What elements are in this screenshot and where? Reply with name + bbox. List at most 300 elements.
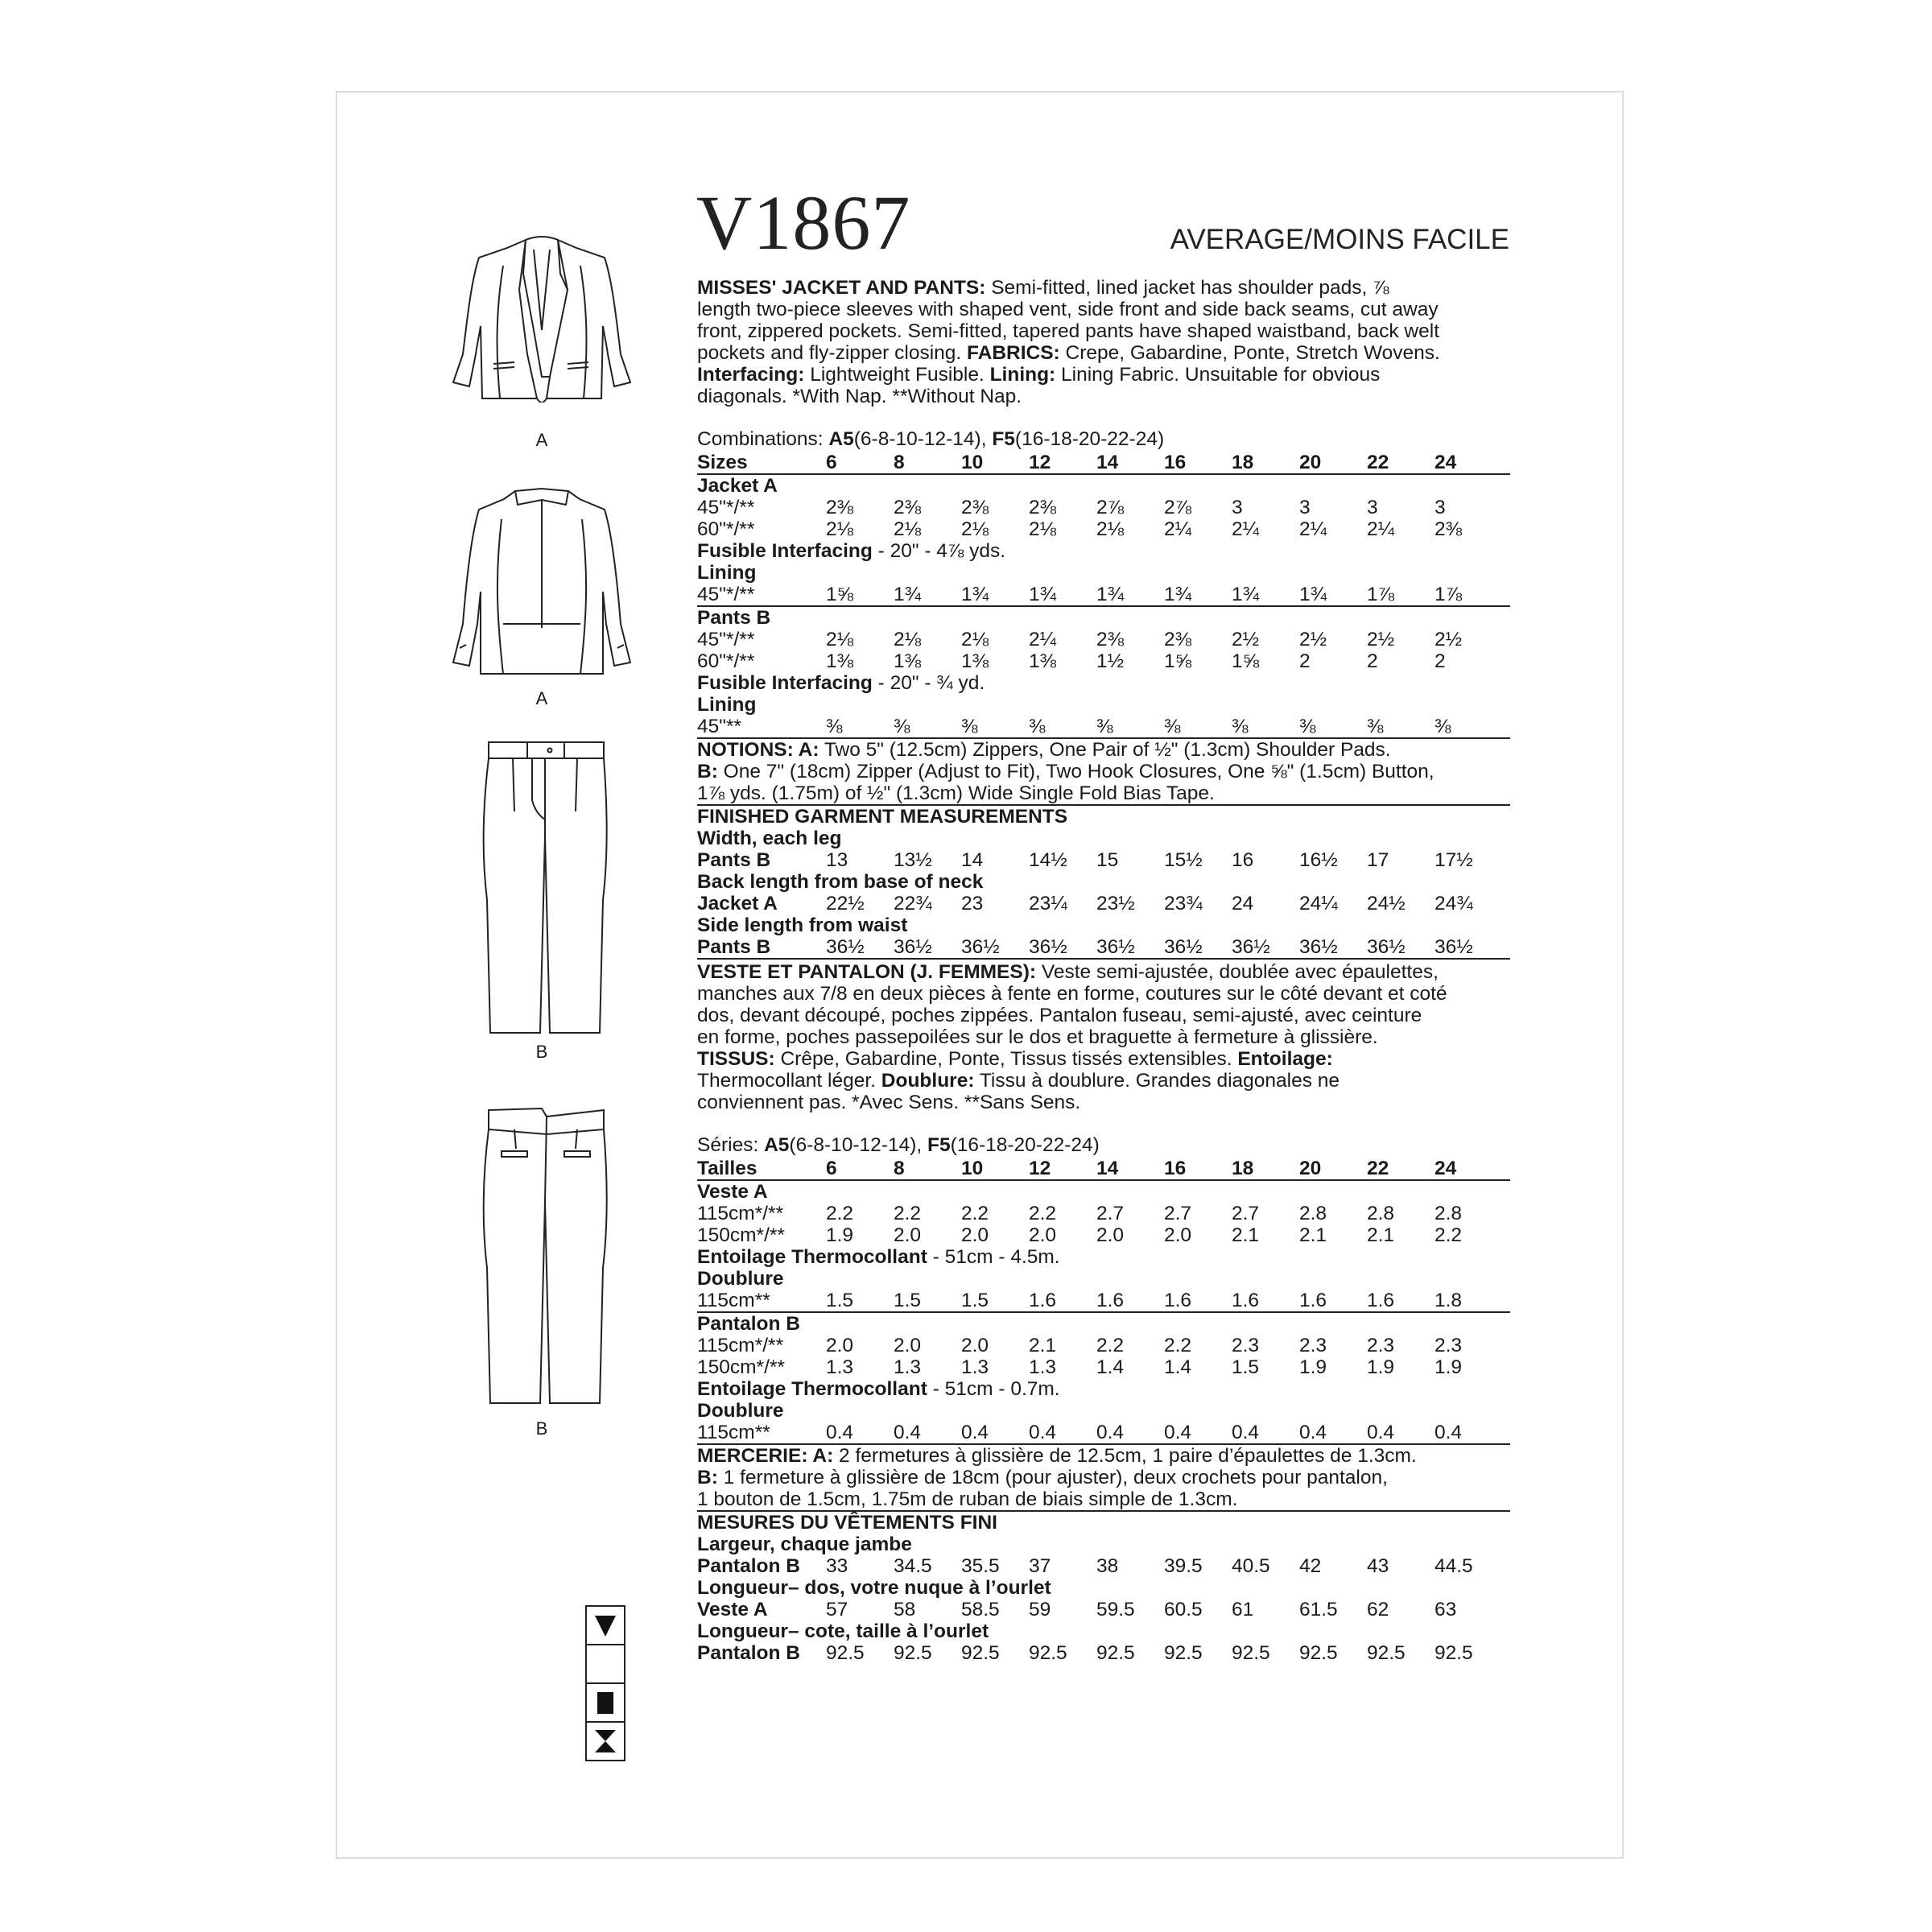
entoilage-label: Entoilage: [1237, 1048, 1333, 1070]
fabrics-text: Crepe, Gabardine, Ponte, Stretch Wovens. [1065, 342, 1440, 364]
interfacing-row [697, 1246, 1510, 1268]
notions-b-label: B: [697, 761, 718, 782]
table-cell: 34.5 [894, 1555, 932, 1577]
table-cell: 3 [1367, 497, 1378, 518]
row-label: 45"*/** [697, 497, 755, 518]
row-label: 45"** [697, 716, 742, 737]
sizes-header-row [697, 1156, 1510, 1181]
table-cell: ⅜ [1164, 716, 1181, 737]
combo-a5: A5 [828, 428, 854, 450]
table-cell: 2.8 [1299, 1203, 1327, 1224]
table-cell: 92.5 [961, 1642, 1000, 1664]
table-cell: 24½ [1367, 893, 1406, 914]
table-cell: 2 [1299, 650, 1311, 672]
section-subheading: Width, each leg [697, 828, 842, 849]
table-cell: 2.2 [961, 1203, 989, 1224]
row-label: 45"*/** [697, 584, 755, 605]
table-cell: 3 [1299, 497, 1311, 518]
jacket-front-illustration [447, 233, 637, 402]
table-cell: ⅜ [961, 716, 978, 737]
filled-rect-icon [585, 1682, 625, 1721]
table-row [697, 1356, 1510, 1378]
interfacing-row [697, 672, 1510, 694]
table-cell: 43 [1367, 1555, 1389, 1577]
table-cell: 2⅞ [1096, 497, 1125, 518]
section-heading: Pants B [697, 607, 771, 629]
row-label: Jacket A [697, 893, 778, 914]
table-cell: ⅜ [1029, 716, 1046, 737]
table-cell: 2.8 [1435, 1203, 1463, 1224]
table-cell: 2.2 [1435, 1224, 1463, 1246]
table-row [697, 1203, 1510, 1224]
section-heading: Pantalon B [697, 1313, 800, 1335]
table-cell: 1.9 [826, 1224, 854, 1246]
size-cell: 20 [1299, 1158, 1322, 1179]
table-cell: 2.2 [1164, 1335, 1192, 1356]
table-cell: 1⅜ [1029, 650, 1057, 672]
table-cell: 1¾ [1096, 584, 1125, 605]
table-cell: 0.4 [1164, 1422, 1192, 1443]
table-cell: 2⅛ [826, 629, 854, 650]
illustration-caption: B [535, 1418, 548, 1439]
pants-back-illustration [471, 1107, 620, 1409]
description-line: length two-piece sleeves with shaped vent, side front and side back seams, cut away [697, 299, 1439, 320]
table-cell: 2.0 [961, 1224, 989, 1246]
table-cell: 0.4 [1299, 1422, 1327, 1443]
table-cell: 63 [1435, 1599, 1457, 1620]
doublure-label: Doublure: [881, 1070, 975, 1092]
table-cell: 2¼ [1029, 629, 1057, 650]
table-row [697, 849, 1510, 871]
table-cell: 2¼ [1299, 518, 1327, 540]
table-cell: 1½ [1096, 650, 1125, 672]
table-cell: 36½ [894, 936, 932, 958]
size-cell: 22 [1367, 452, 1389, 473]
section-heading: Veste A [697, 1181, 768, 1203]
interfacing-text: - 51cm - 4.5m. [927, 1246, 1060, 1268]
table-cell: 1¾ [1029, 584, 1057, 605]
table-cell: 1.6 [1367, 1290, 1395, 1311]
table-cell: 33 [826, 1555, 848, 1577]
row-label: 150cm*/** [697, 1224, 785, 1246]
description-title: MISSES' JACKET AND PANTS: [697, 277, 986, 299]
notions [697, 739, 1510, 806]
illustration-caption: A [535, 688, 548, 708]
table-cell: 1⅞ [1367, 584, 1395, 605]
table-cell: 57 [826, 1599, 848, 1620]
table-row [697, 936, 1510, 960]
interfacing-text: - 20" - 4⅞ yds. [872, 540, 1006, 562]
table-row [697, 497, 1510, 518]
table-cell: 1¾ [894, 584, 922, 605]
table-cell: 92.5 [1232, 1642, 1270, 1664]
table-cell: 23¾ [1164, 893, 1203, 914]
series-a5: A5 [764, 1134, 790, 1156]
table-cell: 0.4 [826, 1422, 854, 1443]
table-cell: 1¾ [1232, 584, 1260, 605]
table-cell: 2.1 [1029, 1335, 1057, 1356]
description-line: pockets and fly-zipper closing. [697, 342, 962, 364]
table-cell: 15½ [1164, 849, 1203, 871]
table-cell: 2⅜ [1164, 629, 1192, 650]
doublure-text: conviennent pas. *Avec Sens. **Sans Sens. [697, 1092, 1081, 1113]
section-subheading: Back length from base of neck [697, 871, 984, 893]
section-heading: MESURES DU VÊTEMENTS FINI [697, 1512, 997, 1534]
table-cell: 2½ [1299, 629, 1327, 650]
table-cell: ⅜ [894, 716, 910, 737]
table-cell: 1.9 [1299, 1356, 1327, 1378]
table-cell: 1¾ [1299, 584, 1327, 605]
table-cell: 1⅜ [826, 650, 854, 672]
table-cell: 2½ [1435, 629, 1463, 650]
size-cell: 12 [1029, 1158, 1051, 1179]
table-cell: 92.5 [894, 1642, 932, 1664]
table-row [697, 518, 1510, 540]
mercerie-b: 1 fermeture à glissière de 18cm (pour ajuster), deux crochets pour pantalon, [723, 1467, 1388, 1488]
mercerie-label: MERCERIE: A: [697, 1445, 834, 1467]
table-cell: 62 [1367, 1599, 1389, 1620]
table-cell: 1.5 [894, 1290, 922, 1311]
description-en [697, 277, 1510, 407]
table-cell: 61.5 [1299, 1599, 1338, 1620]
doublure-text: Tissu à doublure. Grandes diagonales ne [979, 1070, 1340, 1092]
description-title: VESTE ET PANTALON (J. FEMMES): [697, 961, 1037, 983]
table-cell: 1⅞ [1435, 584, 1463, 605]
size-cell: 24 [1435, 452, 1457, 473]
interfacing-label: Fusible Interfacing [697, 540, 873, 562]
row-label: 60"*/** [697, 518, 755, 540]
table-cell: 2.7 [1164, 1203, 1192, 1224]
table-cell: 1⅝ [826, 584, 854, 605]
tissus-label: TISSUS: [697, 1048, 775, 1070]
description-line: front, zippered pockets. Semi-fitted, tapered pants have shaped waistband, back welt [697, 320, 1440, 342]
combo-a5-sizes: (6-8-10-12-14), [853, 428, 987, 450]
table-cell: 2.2 [894, 1203, 922, 1224]
size-cell: 18 [1232, 1158, 1254, 1179]
series-label: Séries: [697, 1134, 759, 1156]
size-cell: 10 [961, 452, 984, 473]
table-cell: 40.5 [1232, 1555, 1270, 1577]
table-row [697, 629, 1510, 650]
sizes-header-row [697, 450, 1510, 475]
table-cell: 1.5 [961, 1290, 989, 1311]
table-cell: 58 [894, 1599, 916, 1620]
section-heading: Lining [697, 694, 757, 716]
row-label: Pantalon B [697, 1642, 800, 1664]
mercerie-b-label: B: [697, 1467, 718, 1488]
table-cell: 23½ [1096, 893, 1135, 914]
sizes-label: Tailles [697, 1158, 758, 1179]
description-line: en forme, poches passepoilées sur le dos et braguette à fermeture à glissière. [697, 1026, 1378, 1048]
section-heading: Doublure [697, 1268, 784, 1290]
sizes-label: Sizes [697, 452, 748, 473]
table-cell: 2⅛ [961, 518, 989, 540]
interfacing-text: Lightweight Fusible. [810, 364, 985, 386]
size-cell: 8 [894, 452, 905, 473]
table-cell: 1⅝ [1164, 650, 1192, 672]
table-cell: 22½ [826, 893, 865, 914]
table-cell: 2.0 [1164, 1224, 1192, 1246]
table-cell: 2.2 [1029, 1203, 1057, 1224]
table-cell: 2.3 [1232, 1335, 1260, 1356]
table-cell: 2½ [1367, 629, 1395, 650]
triangle-down-icon [585, 1605, 625, 1644]
table-cell: 36½ [1096, 936, 1135, 958]
table-cell: 2.0 [894, 1224, 922, 1246]
description-line: manches aux 7/8 en deux pièces à fente en forme, coutures sur le côté devant et coté [697, 983, 1447, 1005]
table-cell: 2.3 [1367, 1335, 1395, 1356]
table-cell: 37 [1029, 1555, 1051, 1577]
interfacing-label: Entoilage Thermocollant [697, 1378, 927, 1400]
table-cell: 2 [1435, 650, 1446, 672]
series-f5-sizes: (16-18-20-22-24) [950, 1134, 1100, 1156]
notions-b: 1⅞ yds. (1.75m) of ½" (1.3cm) Wide Single Fold Bias Tape. [697, 782, 1215, 804]
interfacing-label: Fusible Interfacing [697, 672, 873, 694]
table-cell: 0.4 [1029, 1422, 1057, 1443]
size-cell: 12 [1029, 452, 1051, 473]
table-cell: 2¼ [1232, 518, 1260, 540]
table-cell: 42 [1299, 1555, 1322, 1577]
interfacing-row [697, 1378, 1510, 1400]
table-cell: 2⅛ [1096, 518, 1125, 540]
section-subheading: Largeur, chaque jambe [697, 1534, 912, 1555]
table-cell: 2⅜ [1096, 629, 1125, 650]
row-label: Pantalon B [697, 1555, 800, 1577]
section-heading: Doublure [697, 1400, 784, 1422]
combo-f5: F5 [992, 428, 1015, 450]
size-cell: 18 [1232, 452, 1254, 473]
table-cell: 2⅜ [1435, 518, 1463, 540]
table-cell: 1.9 [1435, 1356, 1463, 1378]
table-cell: 1.6 [1096, 1290, 1125, 1311]
interfacing-text: - 51cm - 0.7m. [927, 1378, 1060, 1400]
table-cell: 1.6 [1029, 1290, 1057, 1311]
notions-label: NOTIONS: A: [697, 739, 819, 761]
table-cell: 2⅛ [826, 518, 854, 540]
table-cell: 59.5 [1096, 1599, 1135, 1620]
table-cell: 92.5 [1299, 1642, 1338, 1664]
table-cell: 1.3 [894, 1356, 922, 1378]
tissus-text: Crêpe, Gabardine, Ponte, Tissus tissés extensibles. [780, 1048, 1232, 1070]
table-cell: 59 [1029, 1599, 1051, 1620]
size-cell: 6 [826, 1158, 837, 1179]
table-cell: 2⅛ [894, 518, 922, 540]
symbol-key [585, 1605, 625, 1761]
table-cell: 2.2 [1096, 1335, 1125, 1356]
table-cell: 1.6 [1299, 1290, 1327, 1311]
table-cell: 2.1 [1232, 1224, 1260, 1246]
table-cell: 2.1 [1367, 1224, 1395, 1246]
table-cell: 2.2 [826, 1203, 854, 1224]
table-row [697, 650, 1510, 672]
size-cell: 16 [1164, 1158, 1187, 1179]
table-cell: 14 [961, 849, 984, 871]
table-cell: 1.6 [1164, 1290, 1192, 1311]
table-cell: ⅜ [1096, 716, 1113, 737]
table-row [697, 716, 1510, 739]
table-cell: 2¼ [1367, 518, 1395, 540]
table-cell: 36½ [1367, 936, 1406, 958]
pattern-info [697, 277, 1510, 1664]
table-cell: 1.3 [826, 1356, 854, 1378]
table-cell: 1.8 [1435, 1290, 1463, 1311]
table-cell: 2⅜ [826, 497, 854, 518]
entoilage-text: Thermocollant léger. [697, 1070, 876, 1092]
size-cell: 24 [1435, 1158, 1457, 1179]
row-label: 115cm** [697, 1290, 770, 1311]
table-cell: 2.3 [1299, 1335, 1327, 1356]
section-heading: FINISHED GARMENT MEASUREMENTS [697, 806, 1068, 828]
description-fr [697, 961, 1510, 1113]
table-cell: ⅜ [1435, 716, 1451, 737]
size-cell: 14 [1096, 1158, 1119, 1179]
table-cell: 2¼ [1164, 518, 1192, 540]
row-label: 150cm*/** [697, 1356, 785, 1378]
table-cell: 36½ [1299, 936, 1338, 958]
size-cell: 14 [1096, 452, 1119, 473]
size-cell: 8 [894, 1158, 905, 1179]
table-row [697, 1224, 1510, 1246]
size-cell: 20 [1299, 452, 1322, 473]
table-cell: 44.5 [1435, 1555, 1473, 1577]
table-cell: 1.5 [1232, 1356, 1260, 1378]
table-cell: 2⅛ [961, 629, 989, 650]
interfacing-label: Interfacing: [697, 364, 805, 386]
table-cell: 2½ [1232, 629, 1260, 650]
table-cell: 3 [1232, 497, 1243, 518]
table-cell: 14½ [1029, 849, 1067, 871]
table-cell: 17 [1367, 849, 1389, 871]
pants-front-illustration [471, 739, 620, 1038]
table-cell: 92.5 [1096, 1642, 1135, 1664]
table-cell: 36½ [1029, 936, 1067, 958]
series [697, 1134, 1510, 1156]
table-cell: 36½ [826, 936, 865, 958]
table-cell: ⅜ [1232, 716, 1249, 737]
notions-b: One 7" (18cm) Zipper (Adjust to Fit), Two Hook Closures, One ⅝" (1.5cm) Button, [723, 761, 1435, 782]
difficulty-rating: AVERAGE/MOINS FACILE [1170, 224, 1509, 255]
table-row [697, 1555, 1510, 1577]
hourglass-icon [585, 1721, 625, 1761]
table-cell: 1.4 [1096, 1356, 1125, 1378]
table-cell: 1¾ [1164, 584, 1192, 605]
row-label: 115cm*/** [697, 1335, 784, 1356]
lining-label: Lining: [989, 364, 1056, 386]
lining-text: diagonals. *With Nap. **Without Nap. [697, 386, 1022, 407]
table-cell: 2.0 [826, 1335, 854, 1356]
size-cell: 22 [1367, 1158, 1389, 1179]
table-cell: 2⅜ [961, 497, 989, 518]
table-cell: 36½ [1435, 936, 1473, 958]
table-cell: 2.0 [1029, 1224, 1057, 1246]
table-cell: 2.8 [1367, 1203, 1395, 1224]
combo-f5-sizes: (16-18-20-22-24) [1014, 428, 1165, 450]
table-cell: 3 [1435, 497, 1446, 518]
table-cell: 24¾ [1435, 893, 1473, 914]
table-cell: 36½ [1164, 936, 1203, 958]
table-cell: 1⅜ [961, 650, 989, 672]
table-cell: 2.0 [1096, 1224, 1125, 1246]
table-cell: 2.7 [1096, 1203, 1125, 1224]
interfacing-row [697, 540, 1510, 562]
row-label: 115cm** [697, 1422, 770, 1443]
table-cell: 36½ [1232, 936, 1270, 958]
mercerie [697, 1445, 1510, 1512]
table-cell: 2⅜ [894, 497, 922, 518]
jacket-back-illustration [447, 487, 637, 676]
table-cell: 1.6 [1232, 1290, 1260, 1311]
table-cell: 60.5 [1164, 1599, 1203, 1620]
table-cell: 2.3 [1435, 1335, 1463, 1356]
series-a5-sizes: (6-8-10-12-14), [789, 1134, 923, 1156]
table-cell: 23¼ [1029, 893, 1067, 914]
description-line: Veste semi-ajustée, doublée avec épaulettes, [1041, 961, 1439, 983]
combinations-label: Combinations: [697, 428, 824, 450]
table-cell: 1¾ [961, 584, 989, 605]
table-cell: 16½ [1299, 849, 1338, 871]
table-cell: 2⅞ [1164, 497, 1192, 518]
table-row [697, 584, 1510, 607]
row-label: Veste A [697, 1599, 768, 1620]
table-cell: 13 [826, 849, 848, 871]
table-cell: 15 [1096, 849, 1119, 871]
size-cell: 10 [961, 1158, 984, 1179]
row-label: 60"*/** [697, 650, 755, 672]
table-cell: 23 [961, 893, 984, 914]
table-cell: 38 [1096, 1555, 1119, 1577]
table-cell: 2⅜ [1029, 497, 1057, 518]
table-row [697, 893, 1510, 914]
section-subheading: Longueur– dos, votre nuque à l’ourlet [697, 1577, 1051, 1599]
illustration-caption: A [535, 430, 548, 450]
table-cell: 2.0 [894, 1335, 922, 1356]
notions-a: Two 5" (12.5cm) Zippers, One Pair of ½" (1.3cm) Shoulder Pads. [824, 739, 1391, 761]
combinations [697, 428, 1510, 450]
row-label: 45"*/** [697, 629, 755, 650]
table-cell: ⅜ [826, 716, 843, 737]
table-cell: 17½ [1435, 849, 1473, 871]
table-cell: 1.3 [961, 1356, 989, 1378]
interfacing-text: - 20" - ¾ yd. [872, 672, 985, 694]
table-cell: ⅜ [1367, 716, 1384, 737]
table-cell: 1.5 [826, 1290, 854, 1311]
table-cell: 92.5 [826, 1642, 865, 1664]
table-cell: 2⅛ [894, 629, 922, 650]
lining-text: Lining Fabric. Unsuitable for obvious [1061, 364, 1381, 386]
table-cell: 0.4 [1435, 1422, 1463, 1443]
table-cell: 1⅜ [894, 650, 922, 672]
blank-square-icon [585, 1644, 625, 1682]
table-cell: 92.5 [1164, 1642, 1203, 1664]
table-cell: 61 [1232, 1599, 1254, 1620]
table-cell: 92.5 [1367, 1642, 1406, 1664]
table-row [697, 1422, 1510, 1445]
description-line: dos, devant découpé, poches zippées. Pantalon fuseau, semi-ajusté, avec ceinture [697, 1005, 1422, 1026]
table-cell: 35.5 [961, 1555, 1000, 1577]
mercerie-a: 2 fermetures à glissière de 12.5cm, 1 paire d’épaulettes de 1.3cm. [839, 1445, 1417, 1467]
table-cell: 2.1 [1299, 1224, 1327, 1246]
table-cell: 92.5 [1435, 1642, 1473, 1664]
table-cell: 13½ [894, 849, 932, 871]
table-row [697, 1642, 1510, 1664]
table-cell: 0.4 [894, 1422, 922, 1443]
interfacing-label: Entoilage Thermocollant [697, 1246, 927, 1268]
table-cell: 0.4 [1232, 1422, 1260, 1443]
table-row [697, 1599, 1510, 1620]
table-cell: 0.4 [1096, 1422, 1125, 1443]
size-cell: 6 [826, 452, 837, 473]
section-heading: Jacket A [697, 475, 778, 497]
